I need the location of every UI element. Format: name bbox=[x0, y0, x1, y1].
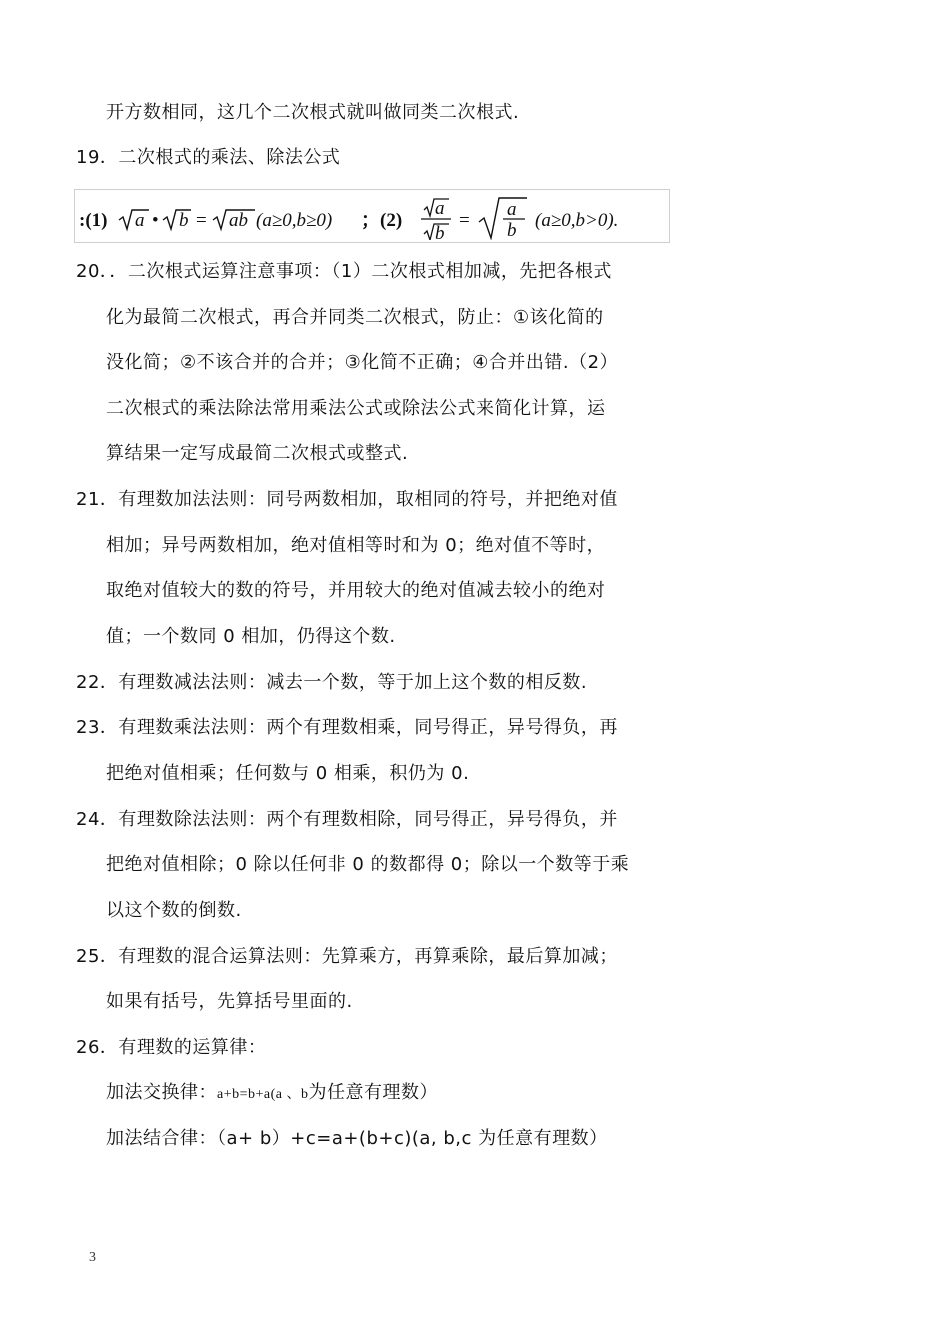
item-23-line-1: 23．有理数乘法法则：两个有理数相乘，同号得正，异号得负，再 bbox=[76, 717, 618, 738]
condition-2: (a≥0,b>0). bbox=[535, 210, 619, 231]
item-26-title: 26．有理数的运算律： bbox=[76, 1037, 267, 1058]
formula-lead: :(1) bbox=[79, 210, 108, 231]
inner-den-b: b bbox=[507, 220, 517, 240]
item-21-line-2: 相加；异号两数相加，绝对值相等时和为 0；绝对值不等时， bbox=[106, 535, 606, 556]
item-21-line-3: 取绝对值较大的数的符号，并用较大的绝对值减去较小的绝对 bbox=[106, 580, 606, 601]
formula-sep: ；(2) bbox=[361, 210, 403, 231]
frac-num-a: a bbox=[435, 198, 445, 219]
item-19-title: 19．二次根式的乘法、除法公式 bbox=[76, 147, 341, 168]
item-20-line-5: 算结果一定写成最简二次根式或整式. bbox=[106, 443, 409, 464]
continuation-text: 开方数相同，这几个二次根式就叫做同类二次根式. bbox=[106, 102, 520, 123]
item-26-law-1 bbox=[106, 1081, 438, 1107]
formula-image bbox=[74, 189, 670, 243]
law-1-label: 加法交换律： bbox=[106, 1082, 217, 1103]
item-20-line-4: 二次根式的乘法除法常用乘法公式或除法公式来简化计算，运 bbox=[106, 398, 606, 419]
item-25-line-1: 25．有理数的混合运算法则：先算乘方，再算乘除，最后算加减； bbox=[76, 946, 618, 967]
item-24-line-1: 24．有理数除法法则：两个有理数相除，同号得正，异号得负，并 bbox=[76, 809, 618, 830]
equals-sign-2: = bbox=[459, 210, 470, 231]
item-26-law-2: 加法结合律：（a+ b）+c=a+(b+c)(a, b,c 为任意有理数） bbox=[106, 1128, 608, 1149]
item-23-line-2: 把绝对值相乘；任何数与 0 相乘，积仍为 0. bbox=[106, 763, 470, 784]
item-22-line-1: 22．有理数减法法则：减去一个数，等于加上这个数的相反数. bbox=[76, 672, 588, 693]
sqrt-formula bbox=[79, 196, 669, 240]
item-20-line-3: 没化简；②不该合并的合并；③化简不正确；④合并出错.（2） bbox=[106, 352, 619, 373]
item-21-line-4: 值；一个数同 0 相加，仍得这个数. bbox=[106, 626, 396, 647]
var-b: b bbox=[179, 210, 189, 231]
item-24-line-3: 以这个数的倒数. bbox=[106, 900, 242, 921]
radical-sign-icon bbox=[119, 210, 149, 229]
condition-1: (a≥0,b≥0) bbox=[256, 210, 333, 231]
item-20-line-2: 化为最简二次根式，再合并同类二次根式，防止：①该化简的 bbox=[106, 307, 604, 328]
var-a: a bbox=[135, 210, 145, 231]
law-1-tail: 为任意有理数） bbox=[308, 1082, 438, 1103]
page-number: 3 bbox=[89, 1250, 96, 1265]
dot-operator: • bbox=[152, 210, 159, 231]
item-25-line-2: 如果有括号，先算括号里面的. bbox=[106, 991, 353, 1012]
radical-sign-icon bbox=[479, 198, 527, 238]
var-ab: ab bbox=[229, 210, 248, 231]
inner-num-a: a bbox=[507, 199, 517, 220]
item-20-line-1: 20．．二次根式运算注意事项：（1）二次根式相加减，先把各根式 bbox=[76, 261, 612, 282]
item-24-line-2: 把绝对值相除；0 除以任何非 0 的数都得 0；除以一个数等于乘 bbox=[106, 854, 630, 875]
law-1-formula: a+b=b+a(a 、b bbox=[217, 1087, 309, 1102]
frac-den-b: b bbox=[435, 223, 445, 240]
equals-sign: = bbox=[196, 210, 207, 231]
item-21-line-1: 21．有理数加法法则：同号两数相加，取相同的符号，并把绝对值 bbox=[76, 489, 618, 510]
